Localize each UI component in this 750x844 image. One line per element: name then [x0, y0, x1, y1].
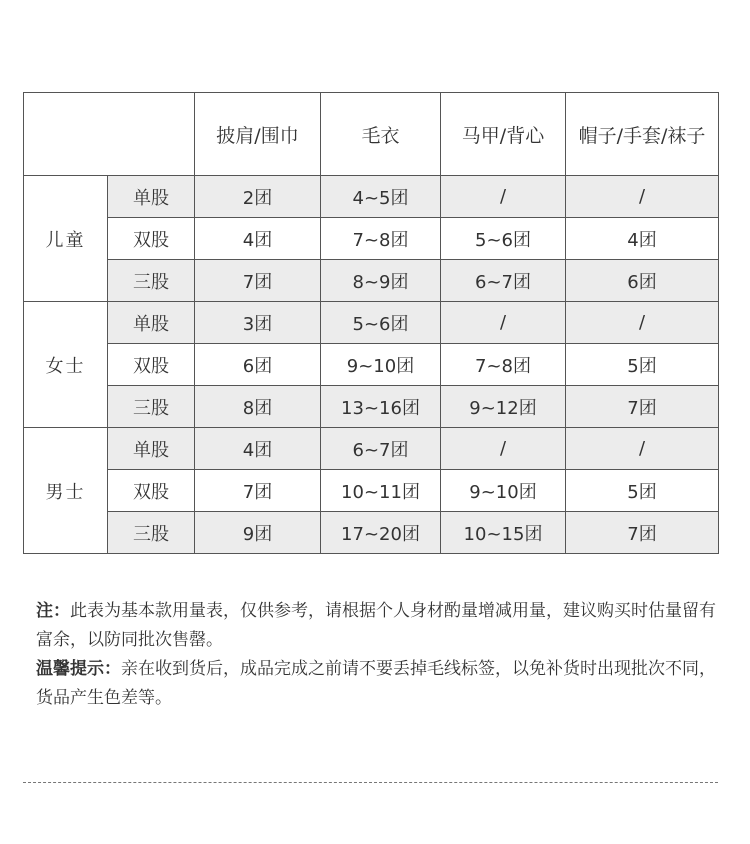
table-cell: 7~8团	[441, 344, 566, 386]
header-shawl-scarf: 披肩/围巾	[195, 93, 321, 176]
strand-label: 双股	[108, 344, 195, 386]
table-cell: 10~11团	[321, 470, 441, 512]
table-cell: 9团	[195, 512, 321, 554]
table-cell: 7团	[566, 512, 719, 554]
table-cell: 5~6团	[321, 302, 441, 344]
table-cell: 5~6团	[441, 218, 566, 260]
table-row	[24, 386, 719, 428]
table-cell: 6团	[195, 344, 321, 386]
note-usage-lead: 注：	[36, 601, 70, 621]
table-cell: 2团	[195, 176, 321, 218]
table-row	[24, 428, 719, 470]
table-cell: /	[441, 302, 566, 344]
table-cell: 7团	[195, 260, 321, 302]
note-tip-text: 亲在收到货后，成品完成之前请不要丢掉毛线标签，以免补货时出现批次不同，货品产生色差等。	[36, 659, 716, 708]
note-tip-lead: 温馨提示：	[36, 659, 121, 679]
table-cell: 5团	[566, 470, 719, 512]
table-row	[24, 260, 719, 302]
table-cell: 8团	[195, 386, 321, 428]
group-label-women: 女士	[24, 302, 108, 428]
table-cell: 3团	[195, 302, 321, 344]
table-cell: 4团	[566, 218, 719, 260]
header-vest: 马甲/背心	[441, 93, 566, 176]
strand-label: 双股	[108, 218, 195, 260]
strand-label: 双股	[108, 470, 195, 512]
table-cell: 4团	[195, 218, 321, 260]
group-label-men: 男士	[24, 428, 108, 554]
header-sweater: 毛衣	[321, 93, 441, 176]
table-cell: 9~10团	[321, 344, 441, 386]
table-row	[24, 344, 719, 386]
table-row	[24, 470, 719, 512]
header-corner-cell	[24, 93, 195, 176]
table-cell: /	[566, 176, 719, 218]
table-cell: 6~7团	[321, 428, 441, 470]
table-row	[24, 176, 719, 218]
table-cell: 6团	[566, 260, 719, 302]
table-header-row	[24, 93, 719, 176]
table-row	[24, 512, 719, 554]
table-cell: /	[441, 176, 566, 218]
table-cell: 7团	[566, 386, 719, 428]
table-cell: 9~10团	[441, 470, 566, 512]
strand-label: 单股	[108, 428, 195, 470]
table-cell: 7~8团	[321, 218, 441, 260]
table-cell: 10~15团	[441, 512, 566, 554]
table-cell: /	[441, 428, 566, 470]
note-usage	[36, 597, 726, 655]
table-cell: 13~16团	[321, 386, 441, 428]
table-row	[24, 218, 719, 260]
strand-label: 三股	[108, 260, 195, 302]
table-cell: 9~12团	[441, 386, 566, 428]
table-cell: 17~20团	[321, 512, 441, 554]
table-cell: 8~9团	[321, 260, 441, 302]
strand-label: 三股	[108, 512, 195, 554]
strand-label: 单股	[108, 176, 195, 218]
note-tip	[36, 655, 726, 713]
table-cell: 7团	[195, 470, 321, 512]
table-cell: 6~7团	[441, 260, 566, 302]
table-cell: /	[566, 302, 719, 344]
table-cell: 4~5团	[321, 176, 441, 218]
strand-label: 三股	[108, 386, 195, 428]
header-hat-gloves-socks: 帽子/手套/袜子	[566, 93, 719, 176]
notes-section	[36, 597, 726, 713]
table-cell: /	[566, 428, 719, 470]
strand-label: 单股	[108, 302, 195, 344]
table-cell: 5团	[566, 344, 719, 386]
dashed-divider	[23, 782, 718, 783]
note-usage-text: 此表为基本款用量表，仅供参考，请根据个人身材酌量增减用量，建议购买时估量留有富余，以防同批次售罄。	[36, 601, 716, 650]
group-label-children: 儿童	[24, 176, 108, 302]
yarn-usage-table	[23, 92, 719, 554]
table-row	[24, 302, 719, 344]
table-cell: 4团	[195, 428, 321, 470]
